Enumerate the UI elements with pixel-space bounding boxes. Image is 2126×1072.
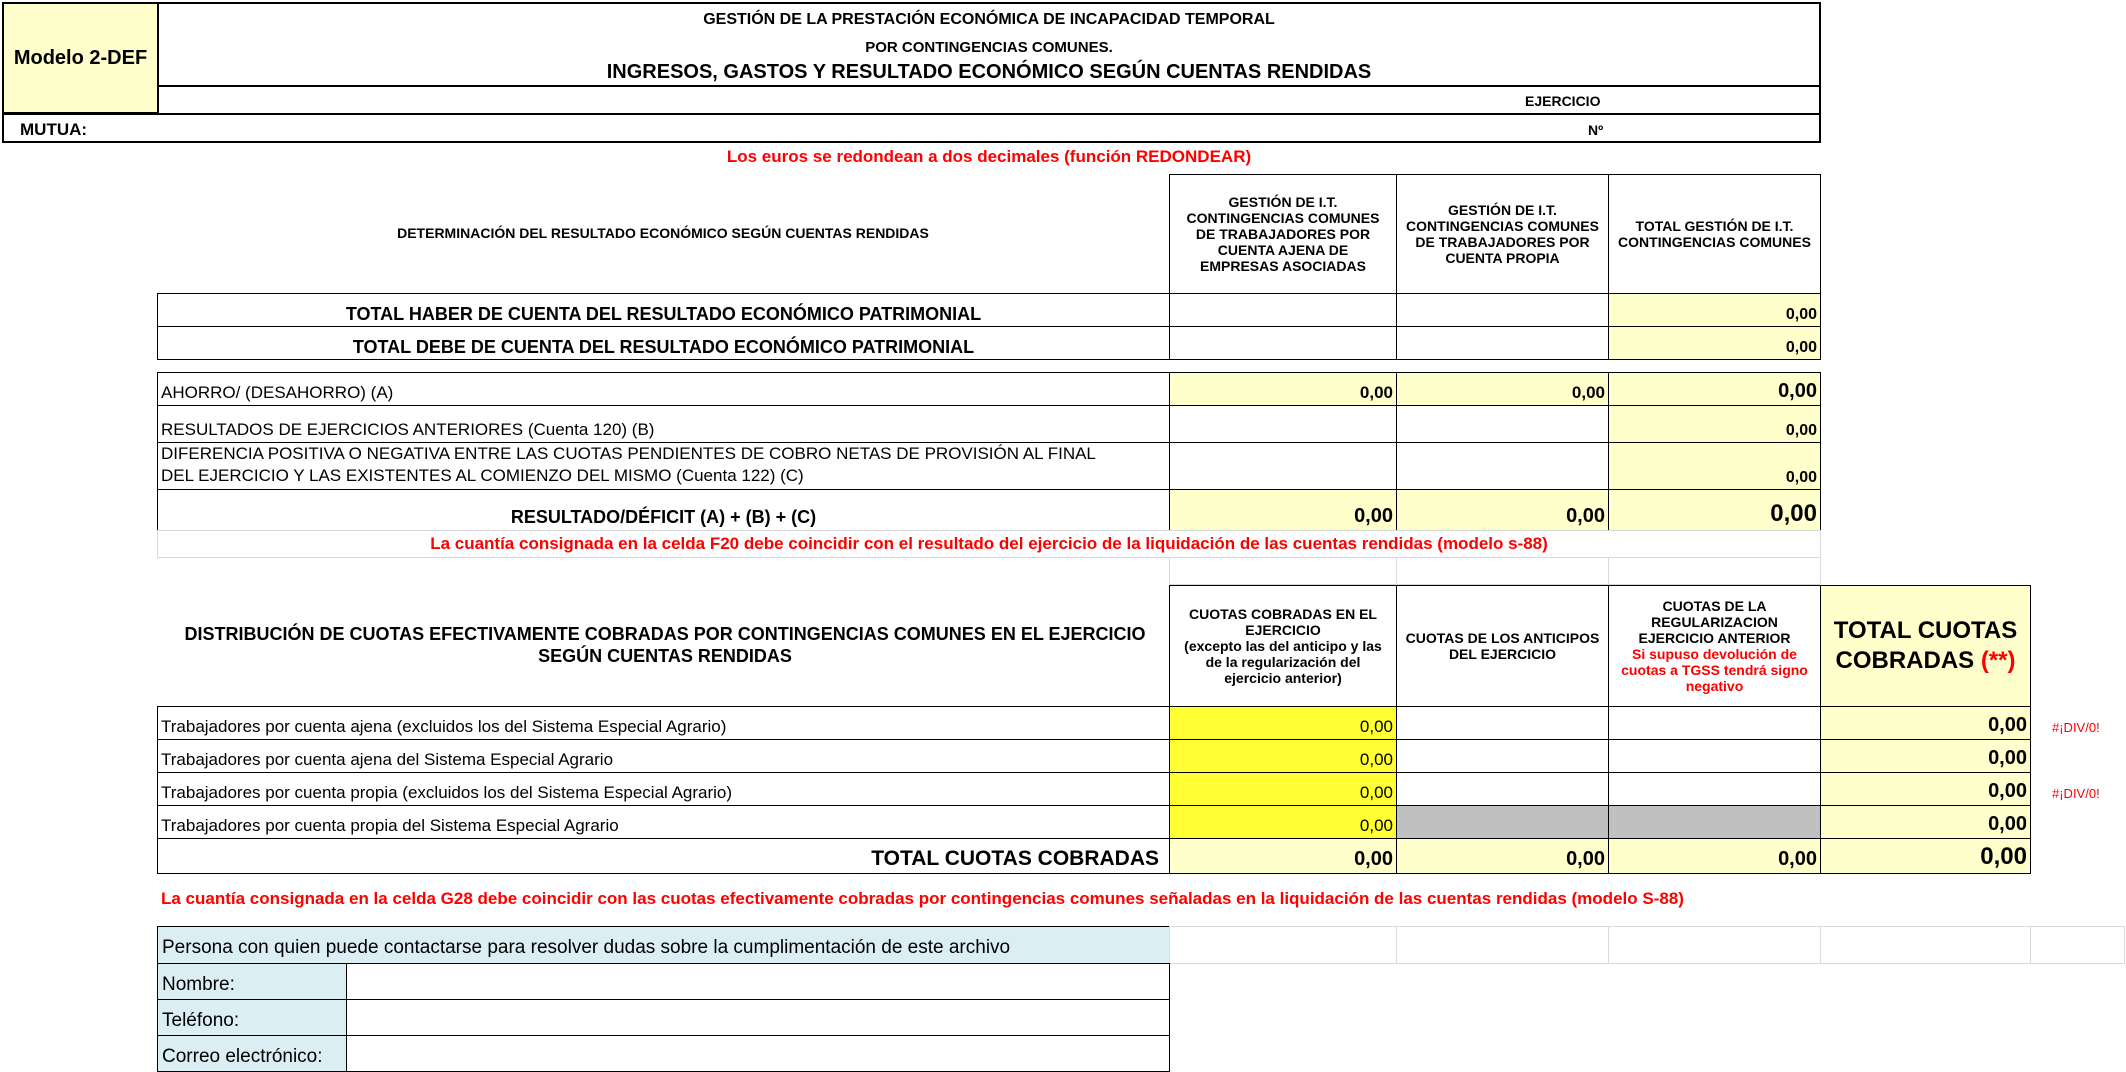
diferencia-c1-cell[interactable] [1169,442,1397,490]
cuotas-col1-header: CUOTAS COBRADAS EN EL EJERCICIO (excepto las del anticipo y las de la regularización del ejercicio anterior) [1169,585,1397,707]
anteriores-c1-cell[interactable] [1169,405,1397,443]
diferencia-line1: DIFERENCIA POSITIVA O NEGATIVA ENTRE LAS CUOTAS PENDIENTES DE COBRO NETAS DE PROVISIÓN AL FINAL [161,444,1096,463]
anteriores-c2-cell[interactable] [1396,405,1609,443]
resultado-label-cell: RESULTADO/DÉFICIT (A) + (B) + (C) [157,489,1170,531]
contact-title-cell: Persona con quien puede contactarse para resolver dudas sobre la cumplimentación de este archivo [157,926,1170,964]
header-title-line2: POR CONTINGENCIAS COMUNES. [865,38,1113,56]
debe-label-cell: TOTAL DEBE DE CUENTA DEL RESULTADO ECONÓMICO PATRIMONIAL [157,326,1170,360]
cuotas-row-3-c1[interactable]: 0,00 [1169,772,1397,806]
mutua-label: MUTUA: [20,120,88,139]
ahorro-c1-cell: 0,00 [1169,372,1397,406]
faint-row-2-c3 [1608,557,1821,585]
cuotas-col3-header: CUOTAS DE LA REGULARIZACION EJERCICIO ANTERIOR Si supuso devolución de cuotas a TGSS tendrá signo negativo [1608,585,1821,707]
cuotas-row-1-total: 0,00 [1820,706,2031,740]
diferencia-total-cell: 0,00 [1608,442,1821,490]
haber-c2-cell[interactable] [1396,293,1609,327]
cuotas-row-3-c3[interactable] [1608,772,1821,806]
faint-row-2-c2 [1396,557,1609,585]
mutua-row[interactable] [2,113,1821,143]
contact-faint-c2 [1396,926,1609,964]
contact-phone-label-cell: Teléfono: [157,999,347,1036]
cuotas-row-4-c2 [1396,805,1609,839]
faint-row-2-c1 [1169,557,1397,585]
diferencia-label-cell [157,442,1170,490]
model-label: Modelo 2-DEF [13,46,148,69]
ahorro-total-cell: 0,00 [1608,372,1821,406]
debe-total-cell: 0,00 [1608,326,1821,360]
cuotas-total-total: 0,00 [1820,838,2031,874]
cuotas-row-4-c3 [1608,805,1821,839]
model-label-box [2,2,159,114]
haber-total-cell: 0,00 [1608,293,1821,327]
cuotas-row-3-c2[interactable] [1396,772,1609,806]
ahorro-label-cell: AHORRO/ (DESAHORRO) (A) [157,372,1170,406]
resultado-c1-cell: 0,00 [1169,489,1397,531]
cuotas-row-2-total: 0,00 [1820,739,2031,773]
contact-faint-c1 [1169,926,1397,964]
diferencia-c2-cell[interactable] [1396,442,1609,490]
result-table-title: DETERMINACIÓN DEL RESULTADO ECONÓMICO SEGÚN CUENTAS RENDIDAS [397,225,929,241]
cuotas-row-2-c3[interactable] [1608,739,1821,773]
contact-faint-c5 [2030,926,2125,964]
anteriores-label-cell: RESULTADOS DE EJERCICIOS ANTERIORES (Cuenta 120) (B) [157,405,1170,443]
debe-c2-cell[interactable] [1396,326,1609,360]
resultado-c2-cell: 0,00 [1396,489,1609,531]
haber-label-cell: TOTAL HABER DE CUENTA DEL RESULTADO ECONÓMICO PATRIMONIAL [157,293,1170,327]
contact-faint-c4 [1820,926,2031,964]
anteriores-total-cell: 0,00 [1608,405,1821,443]
diferencia-line2: DEL EJERCICIO Y LAS EXISTENTES AL COMIENZO DEL MISMO (Cuenta 122) (C) [161,466,804,485]
cuotas-total-label: TOTAL CUOTAS COBRADAS [157,838,1170,874]
cuotas-total-c3: 0,00 [1608,838,1821,874]
cuotas-table-title: DISTRIBUCIÓN DE CUOTAS EFECTIVAMENTE COBRADAS POR CONTINGENCIAS COMUNES EN EL EJERCICIO SEGÚN CUENTAS RENDIDAS [184,624,1146,666]
resultado-total-cell: 0,00 [1608,489,1821,531]
cuotas-row-1-c3[interactable] [1608,706,1821,740]
cuotas-row-4-label: Trabajadores por cuenta propia del Sistema Especial Agrario [157,805,1170,839]
header-title-line1: GESTIÓN DE LA PRESTACIÓN ECONÓMICA DE INCAPACIDAD TEMPORAL [703,11,1275,28]
ejercicio-label: EJERCICIO [1525,93,1601,109]
contact-faint-c3 [1608,926,1821,964]
contact-email-input[interactable] [346,1035,1170,1072]
cuotas-col2-header: CUOTAS DE LOS ANTICIPOS DEL EJERCICIO [1396,585,1609,707]
cuotas-row-3-flag: #¡DIV/0! [2052,786,2100,801]
result-col3-header: TOTAL GESTIÓN DE I.T. CONTINGENCIAS COMUNES [1608,174,1821,294]
g28-note: La cuantía consignada en la celda G28 debe coincidir con las cuotas efectivamente cobradas por contingencias comunes señaladas en la liquidación de las cuentas rendidas (modelo S-88) [161,889,1684,908]
haber-c1-cell[interactable] [1169,293,1397,327]
result-col2-header: GESTIÓN DE I.T. CONTINGENCIAS COMUNES DE TRABAJADORES POR CUENTA PROPIA [1396,174,1609,294]
cuotas-row-4-total: 0,00 [1820,805,2031,839]
rounding-note: Los euros se redondean a dos decimales (función REDONDEAR) [726,147,1252,166]
cuotas-row-1-label: Trabajadores por cuenta ajena (excluidos los del Sistema Especial Agrario) [157,706,1170,740]
cuotas-row-4-c1[interactable]: 0,00 [1169,805,1397,839]
cuotas-row-1-flag: #¡DIV/0! [2052,720,2100,735]
debe-c1-cell[interactable] [1169,326,1397,360]
cuotas-total-c2: 0,00 [1396,838,1609,874]
cuotas-col4-header: TOTAL CUOTAS COBRADAS (**) [1820,585,2031,707]
cuotas-row-3-total: 0,00 [1820,772,2031,806]
contact-email-label-cell: Correo electrónico: [157,1035,347,1072]
header-title-line3: INGRESOS, GASTOS Y RESULTADO ECONÓMICO SEGÚN CUENTAS RENDIDAS [606,60,1372,83]
contact-phone-input[interactable] [346,999,1170,1036]
cuotas-row-2-c2[interactable] [1396,739,1609,773]
cuotas-row-2-c1[interactable]: 0,00 [1169,739,1397,773]
ahorro-c2-cell: 0,00 [1396,372,1609,406]
cuotas-total-c1: 0,00 [1169,838,1397,874]
cuotas-row-1-c2[interactable] [1396,706,1609,740]
cuotas-row-2-label: Trabajadores por cuenta ajena del Sistema Especial Agrario [157,739,1170,773]
numero-label: Nº [1588,122,1604,138]
cuotas-row-3-label: Trabajadores por cuenta propia (excluidos los del Sistema Especial Agrario) [157,772,1170,806]
f20-note: La cuantía consignada en la celda F20 debe coincidir con el resultado del ejercicio de la liquidación de las cuentas rendidas (modelo s-88) [430,534,1548,553]
contact-name-label-cell: Nombre: [157,963,347,1000]
contact-name-input[interactable] [346,963,1170,1000]
result-col1-header: GESTIÓN DE I.T. CONTINGENCIAS COMUNES DE TRABAJADORES POR CUENTA AJENA DE EMPRESAS ASOCIADAS [1169,174,1397,294]
cuotas-row-1-c1[interactable]: 0,00 [1169,706,1397,740]
